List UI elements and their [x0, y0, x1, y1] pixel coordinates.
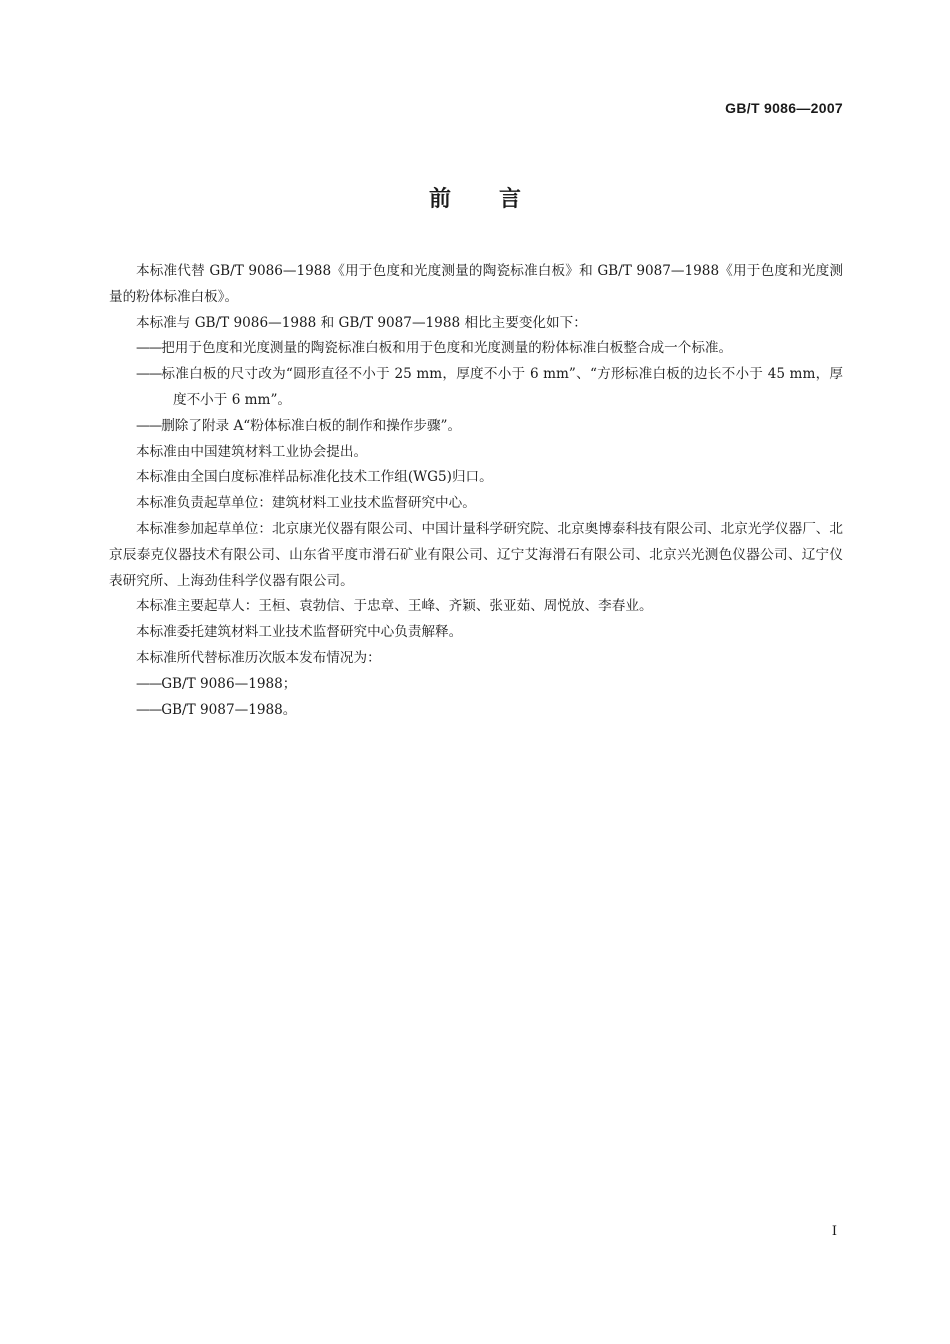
list-item-text: GB/T 9087—1988。 — [161, 701, 297, 718]
paragraph-drafters: 本标准主要起草人：王桓、袁勃信、于忠章、王峰、齐颖、张亚茹、周悦放、李春业。 — [136, 598, 653, 615]
list-item — [109, 414, 843, 440]
foreword-body — [109, 259, 843, 723]
standard-code: GB/T 9086—2007 — [725, 100, 843, 116]
dash-marker: —— — [136, 366, 162, 383]
list-item — [109, 336, 843, 362]
page-number: I — [831, 1224, 837, 1239]
paragraph-interpretation: 本标准委托建筑材料工业技术监督研究中心负责解释。 — [136, 624, 463, 641]
paragraph-changes-intro: 本标准与 GB/T 9086—1988 和 GB/T 9087—1988 相比主要变化如下： — [136, 314, 587, 331]
list-item-text: GB/T 9086—1988； — [161, 675, 297, 692]
list-item — [109, 362, 843, 414]
list-item — [109, 698, 843, 724]
paragraph-proposer: 本标准由中国建筑材料工业协会提出。 — [136, 443, 368, 460]
dash-marker: —— — [136, 701, 162, 718]
list-item-text: 把用于色度和光度测量的陶瓷标准白板和用于色度和光度测量的粉体标准白板整合成一个标准。 — [161, 340, 733, 357]
paragraph-replaces: 本标准代替 GB/T 9086—1988《用于色度和光度测量的陶瓷标准白板》和 GB/T 9087—1988《用于色度和光度测量的粉体标准白板》。 — [109, 263, 843, 305]
paragraph-participating-units: 本标准参加起草单位：北京康光仪器有限公司、中国计量科学研究院、北京奥博泰科技有限公司、北京光学仪器厂、北京辰泰克仪器技术有限公司、山东省平度市滑石矿业有限公司、辽宁艾海滑石有限公司、北京兴光测色仪器公司、辽宁仪表研究所、上海劲佳科学仪器有限公司。 — [109, 520, 843, 589]
dash-marker: —— — [136, 675, 162, 692]
page-title: 前言 — [428, 187, 569, 212]
paragraph-drafting-unit: 本标准负责起草单位：建筑材料工业技术监督研究中心。 — [136, 495, 476, 512]
dash-marker: —— — [136, 417, 162, 434]
paragraph-history: 本标准所代替标准历次版本发布情况为： — [136, 649, 381, 666]
paragraph-centralized: 本标准由全国白度标准样品标准化技术工作组(WG5)归口。 — [136, 469, 493, 486]
dash-marker: —— — [136, 340, 162, 357]
list-item-text: 标准白板的尺寸改为“圆形直径不小于 25 mm，厚度不小于 6 mm”、“方形标准白板的边长不小于 45 mm，厚度不小于 6 mm”。 — [161, 366, 843, 408]
list-item — [109, 672, 843, 698]
list-item-text: 删除了附录 A“粉体标准白板的制作和操作步骤”。 — [161, 417, 462, 434]
